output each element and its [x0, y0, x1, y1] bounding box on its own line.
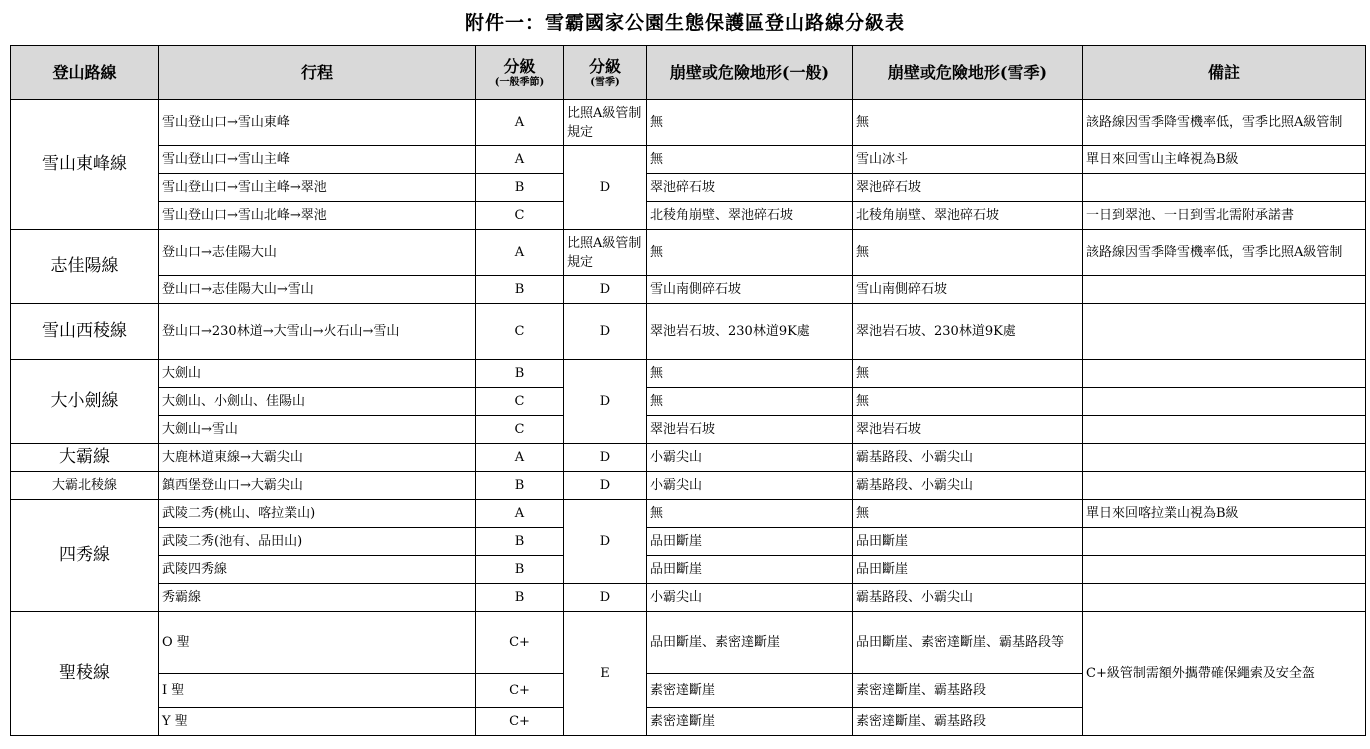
grade-cell: B	[476, 584, 564, 612]
hazard-cell: 無	[647, 388, 853, 416]
hazard-snow-cell: 無	[853, 360, 1083, 388]
grade-cell: C	[476, 304, 564, 360]
hazard-snow-cell: 無	[853, 388, 1083, 416]
itinerary-cell: 登山口→志佳陽大山	[159, 230, 476, 276]
hazard-snow-cell: 素密達斷崖、霸基路段	[853, 674, 1083, 708]
grade-cell: C	[476, 388, 564, 416]
header-hazard-normal: 崩壁或危險地形(一般)	[647, 46, 853, 100]
hazard-snow-cell: 霸基路段、小霸尖山	[853, 472, 1083, 500]
itinerary-cell: 大劍山→雪山	[159, 416, 476, 444]
hazard-cell: 無	[647, 360, 853, 388]
grade-cell: C	[476, 202, 564, 230]
grade-cell: B	[476, 174, 564, 202]
snow-grade-cell: D	[564, 360, 647, 444]
itinerary-cell: 大劍山	[159, 360, 476, 388]
hazard-snow-cell: 北稜角崩壁、翠池碎石坡	[853, 202, 1083, 230]
grade-cell: A	[476, 500, 564, 528]
hazard-cell: 翠池碎石坡	[647, 174, 853, 202]
snow-grade-cell: D	[564, 584, 647, 612]
route-name: 四秀線	[11, 500, 159, 612]
itinerary-cell: 雪山登山口→雪山東峰	[159, 100, 476, 146]
hazard-cell: 品田斷崖	[647, 528, 853, 556]
hazard-snow-cell: 翠池碎石坡	[853, 174, 1083, 202]
grade-cell: A	[476, 146, 564, 174]
header-itinerary: 行程	[159, 46, 476, 100]
hazard-cell: 北稜角崩壁、翠池碎石坡	[647, 202, 853, 230]
grade-cell: B	[476, 360, 564, 388]
hazard-snow-cell: 無	[853, 500, 1083, 528]
table-row	[11, 174, 1366, 202]
table-row	[11, 276, 1366, 304]
table-row	[11, 230, 1366, 276]
table-row	[11, 472, 1366, 500]
table-row	[11, 388, 1366, 416]
table-row	[11, 528, 1366, 556]
hazard-cell: 品田斷崖、素密達斷崖	[647, 612, 853, 674]
grade-cell: C+	[476, 708, 564, 736]
itinerary-cell: I 聖	[159, 674, 476, 708]
remark-cell	[1083, 416, 1366, 444]
hazard-snow-cell: 霸基路段、小霸尖山	[853, 584, 1083, 612]
header-row	[11, 46, 1366, 100]
itinerary-cell: 登山口→志佳陽大山→雪山	[159, 276, 476, 304]
hazard-cell: 品田斷崖	[647, 556, 853, 584]
document-title: 附件一：雪霸國家公園生態保護區登山路線分級表	[464, 12, 905, 34]
itinerary-cell: Y 聖	[159, 708, 476, 736]
table-row	[11, 500, 1366, 528]
hazard-cell: 小霸尖山	[647, 584, 853, 612]
hazard-snow-cell: 雪山南側碎石坡	[853, 276, 1083, 304]
hazard-snow-cell: 雪山冰斗	[853, 146, 1083, 174]
remark-cell	[1083, 444, 1366, 472]
remark-cell	[1083, 360, 1366, 388]
snow-grade-cell: D	[564, 444, 647, 472]
remark-cell	[1083, 528, 1366, 556]
snow-grade-cell: E	[564, 612, 647, 736]
itinerary-cell: 武陵二秀(池有、品田山)	[159, 528, 476, 556]
hazard-cell: 翠池岩石坡	[647, 416, 853, 444]
itinerary-cell: 鎮西堡登山口→大霸尖山	[159, 472, 476, 500]
hazard-snow-cell: 素密達斷崖、霸基路段	[853, 708, 1083, 736]
hazard-cell: 無	[647, 500, 853, 528]
route-name: 雪山西稜線	[11, 304, 159, 360]
itinerary-cell: 武陵二秀(桃山、喀拉業山)	[159, 500, 476, 528]
hazard-cell: 素密達斷崖	[647, 674, 853, 708]
snow-grade-cell: D	[564, 304, 647, 360]
table-row	[11, 304, 1366, 360]
table-row	[11, 584, 1366, 612]
snow-grade-cell: D	[564, 146, 647, 230]
grade-cell: A	[476, 100, 564, 146]
table-row	[11, 612, 1366, 674]
snow-grade-cell: D	[564, 500, 647, 584]
remark-cell: 單日來回雪山主峰視為B級	[1083, 146, 1366, 174]
grade-cell: B	[476, 276, 564, 304]
hazard-snow-cell: 無	[853, 230, 1083, 276]
route-name: 志佳陽線	[11, 230, 159, 304]
remark-cell	[1083, 276, 1366, 304]
grade-cell: A	[476, 444, 564, 472]
route-name: 雪山東峰線	[11, 100, 159, 230]
itinerary-cell: 登山口→230林道→大雪山→火石山→雪山	[159, 304, 476, 360]
hazard-cell: 雪山南側碎石坡	[647, 276, 853, 304]
grade-cell: B	[476, 472, 564, 500]
table-row	[11, 360, 1366, 388]
table-row	[11, 444, 1366, 472]
itinerary-cell: 雪山登山口→雪山主峰	[159, 146, 476, 174]
remark-cell: C+級管制需額外攜帶確保繩索及安全盔	[1083, 612, 1366, 736]
route-name: 大霸線	[11, 444, 159, 472]
hazard-snow-cell: 品田斷崖	[853, 528, 1083, 556]
grade-cell: A	[476, 230, 564, 276]
remark-cell	[1083, 472, 1366, 500]
hazard-snow-cell: 霸基路段、小霸尖山	[853, 444, 1083, 472]
hazard-snow-cell: 品田斷崖、素密達斷崖、霸基路段等	[853, 612, 1083, 674]
remark-cell	[1083, 304, 1366, 360]
remark-cell: 單日來回喀拉業山視為B級	[1083, 500, 1366, 528]
remark-cell: 該路線因雪季降雪機率低，雪季比照A級管制	[1083, 230, 1366, 276]
header-remarks: 備註	[1083, 46, 1366, 100]
grade-cell: C+	[476, 674, 564, 708]
grade-cell: B	[476, 556, 564, 584]
remark-cell: 一日到翠池、一日到雪北需附承諾書	[1083, 202, 1366, 230]
hazard-snow-cell: 翠池岩石坡	[853, 416, 1083, 444]
hazard-snow-cell: 無	[853, 100, 1083, 146]
hazard-cell: 小霸尖山	[647, 472, 853, 500]
snow-grade-cell: D	[564, 472, 647, 500]
itinerary-cell: 雪山登山口→雪山主峰→翠池	[159, 174, 476, 202]
itinerary-cell: 武陵四秀線	[159, 556, 476, 584]
remark-cell	[1083, 556, 1366, 584]
itinerary-cell: 秀霸線	[159, 584, 476, 612]
hazard-cell: 翠池岩石坡、230林道9K處	[647, 304, 853, 360]
hazard-cell: 素密達斷崖	[647, 708, 853, 736]
hazard-snow-cell: 翠池岩石坡、230林道9K處	[853, 304, 1083, 360]
snow-grade-cell: 比照A級管制規定	[564, 230, 647, 276]
remark-cell	[1083, 174, 1366, 202]
table-row	[11, 416, 1366, 444]
grade-cell: B	[476, 528, 564, 556]
route-name: 大霸北稜線	[11, 472, 159, 500]
table-row	[11, 556, 1366, 584]
header-grade-snow: 分級 (雪季)	[564, 46, 647, 100]
itinerary-cell: 雪山登山口→雪山北峰→翠池	[159, 202, 476, 230]
hazard-cell: 小霸尖山	[647, 444, 853, 472]
header-grade-normal: 分級 (一般季節)	[476, 46, 564, 100]
grade-cell: C+	[476, 612, 564, 674]
hazard-cell: 無	[647, 230, 853, 276]
header-hazard-snow: 崩壁或危險地形(雪季)	[853, 46, 1083, 100]
snow-grade-cell: D	[564, 276, 647, 304]
route-name: 聖稜線	[11, 612, 159, 736]
grade-cell: C	[476, 416, 564, 444]
hazard-snow-cell: 品田斷崖	[853, 556, 1083, 584]
remark-cell	[1083, 584, 1366, 612]
hazard-cell: 無	[647, 100, 853, 146]
itinerary-cell: 大鹿林道東線→大霸尖山	[159, 444, 476, 472]
route-grade-table	[10, 45, 1366, 736]
table-row	[11, 202, 1366, 230]
remark-cell: 該路線因雪季降雪機率低，雪季比照A級管制	[1083, 100, 1366, 146]
table-row	[11, 100, 1366, 146]
hazard-cell: 無	[647, 146, 853, 174]
snow-grade-cell: 比照A級管制規定	[564, 100, 647, 146]
header-route: 登山路線	[11, 46, 159, 100]
route-name: 大小劍線	[11, 360, 159, 444]
itinerary-cell: 大劍山、小劍山、佳陽山	[159, 388, 476, 416]
remark-cell	[1083, 388, 1366, 416]
itinerary-cell: O 聖	[159, 612, 476, 674]
table-row	[11, 146, 1366, 174]
